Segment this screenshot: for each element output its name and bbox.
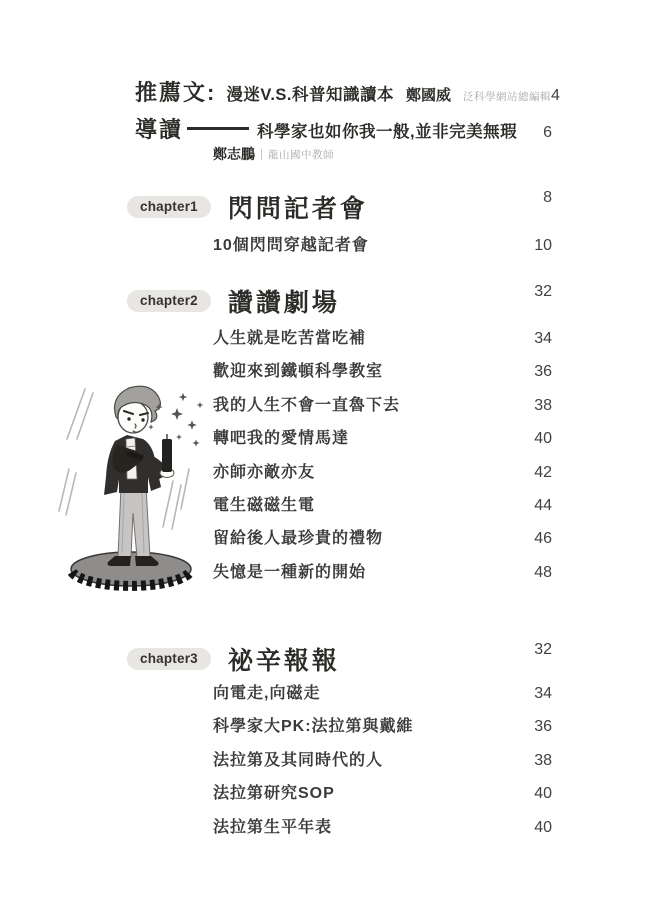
toc-item-row (213, 559, 552, 582)
toc-item-title: 失憶是一種新的開始 (213, 564, 367, 581)
chapter-title: 祕辛報報 (227, 647, 340, 675)
chapter-header (127, 283, 552, 319)
front-matter-row (135, 76, 560, 107)
front-matter-title: 科學家也如你我一般,並非完美無瑕 (257, 123, 518, 141)
toc-item-row (213, 232, 552, 255)
toc-item-title: 亦師亦敵亦友 (213, 464, 316, 481)
front-matter-author: 鄭志鵬 (213, 146, 255, 162)
front-matter-label: 推薦文: (135, 80, 217, 105)
page-number: 32 (534, 283, 552, 300)
page-number: 36 (534, 718, 552, 735)
page-number: 48 (534, 564, 552, 581)
toc-item-row (213, 747, 552, 770)
chapter-title: 閃問記者會 (227, 195, 368, 223)
chapter-badge: chapter2 (127, 290, 211, 312)
page-number: 4 (551, 87, 560, 104)
front-matter-row (135, 113, 552, 144)
toc-item-title: 電生磁磁生電 (213, 497, 316, 514)
toc-item-row (213, 425, 552, 448)
toc-item-title: 10個閃問穿越記者會 (213, 237, 369, 254)
page-number: 46 (534, 530, 552, 547)
front-matter-label: 導讀 (135, 117, 184, 142)
page-number: 8 (543, 189, 552, 206)
toc-item-title: 留給後人最珍貴的禮物 (213, 530, 384, 547)
page-number: 38 (534, 752, 552, 769)
front-matter-author-note: 泛科學網站總編輯 (463, 91, 552, 103)
toc-item-row (213, 325, 552, 348)
front-matter-author-note: 龍山國中教師 (268, 148, 334, 161)
toc-item-title: 我的人生不會一直魯下去 (213, 397, 401, 414)
toc-item-title: 法拉第生平年表 (213, 819, 333, 836)
page-number: 42 (534, 464, 552, 481)
page-number: 10 (534, 237, 552, 254)
toc-item-row (213, 525, 552, 548)
toc-item-title: 向電走,向磁走 (213, 685, 321, 702)
front-matter-author-row (213, 144, 334, 164)
toc-item-row (213, 680, 552, 703)
toc-item-title: 轉吧我的愛情馬達 (213, 430, 350, 447)
dash-line (187, 127, 249, 130)
toc-item-row (213, 713, 552, 736)
chapter-badge: chapter3 (127, 648, 211, 670)
front-matter-title: 漫迷V.S.科普知識讀本 (226, 86, 394, 104)
page-number: 40 (534, 819, 552, 836)
toc-item-title: 法拉第及其同時代的人 (213, 752, 384, 769)
toc-item-row (213, 459, 552, 482)
toc-item-row (213, 780, 552, 803)
chapter-title: 讚讚劇場 (227, 289, 340, 317)
toc-item-row (213, 358, 552, 381)
divider-line (261, 149, 262, 160)
toc-item-title: 人生就是吃苦當吃補 (213, 330, 367, 347)
chapter-header (127, 189, 552, 225)
toc-item-row (213, 814, 552, 837)
toc-item-title: 歡迎來到鐵頓科學教室 (213, 363, 384, 380)
page-number: 32 (534, 641, 552, 658)
chapter-header (127, 641, 552, 677)
chapter-badge: chapter1 (127, 196, 211, 218)
page-number: 40 (534, 785, 552, 802)
page-number: 6 (543, 124, 552, 141)
toc-item-title: 法拉第研究SOP (213, 785, 335, 802)
page-number: 40 (534, 430, 552, 447)
toc-item-row (213, 492, 552, 515)
page-number: 34 (534, 330, 552, 347)
toc-item-title: 科學家大PK:法拉第與戴維 (213, 718, 414, 735)
page-number: 38 (534, 397, 552, 414)
page-number: 34 (534, 685, 552, 702)
young-scientist-candle-illustration (55, 381, 207, 593)
page-number: 44 (534, 497, 552, 514)
page-number: 36 (534, 363, 552, 380)
front-matter-author: 鄭國威 (406, 87, 452, 104)
toc-item-row (213, 392, 552, 415)
